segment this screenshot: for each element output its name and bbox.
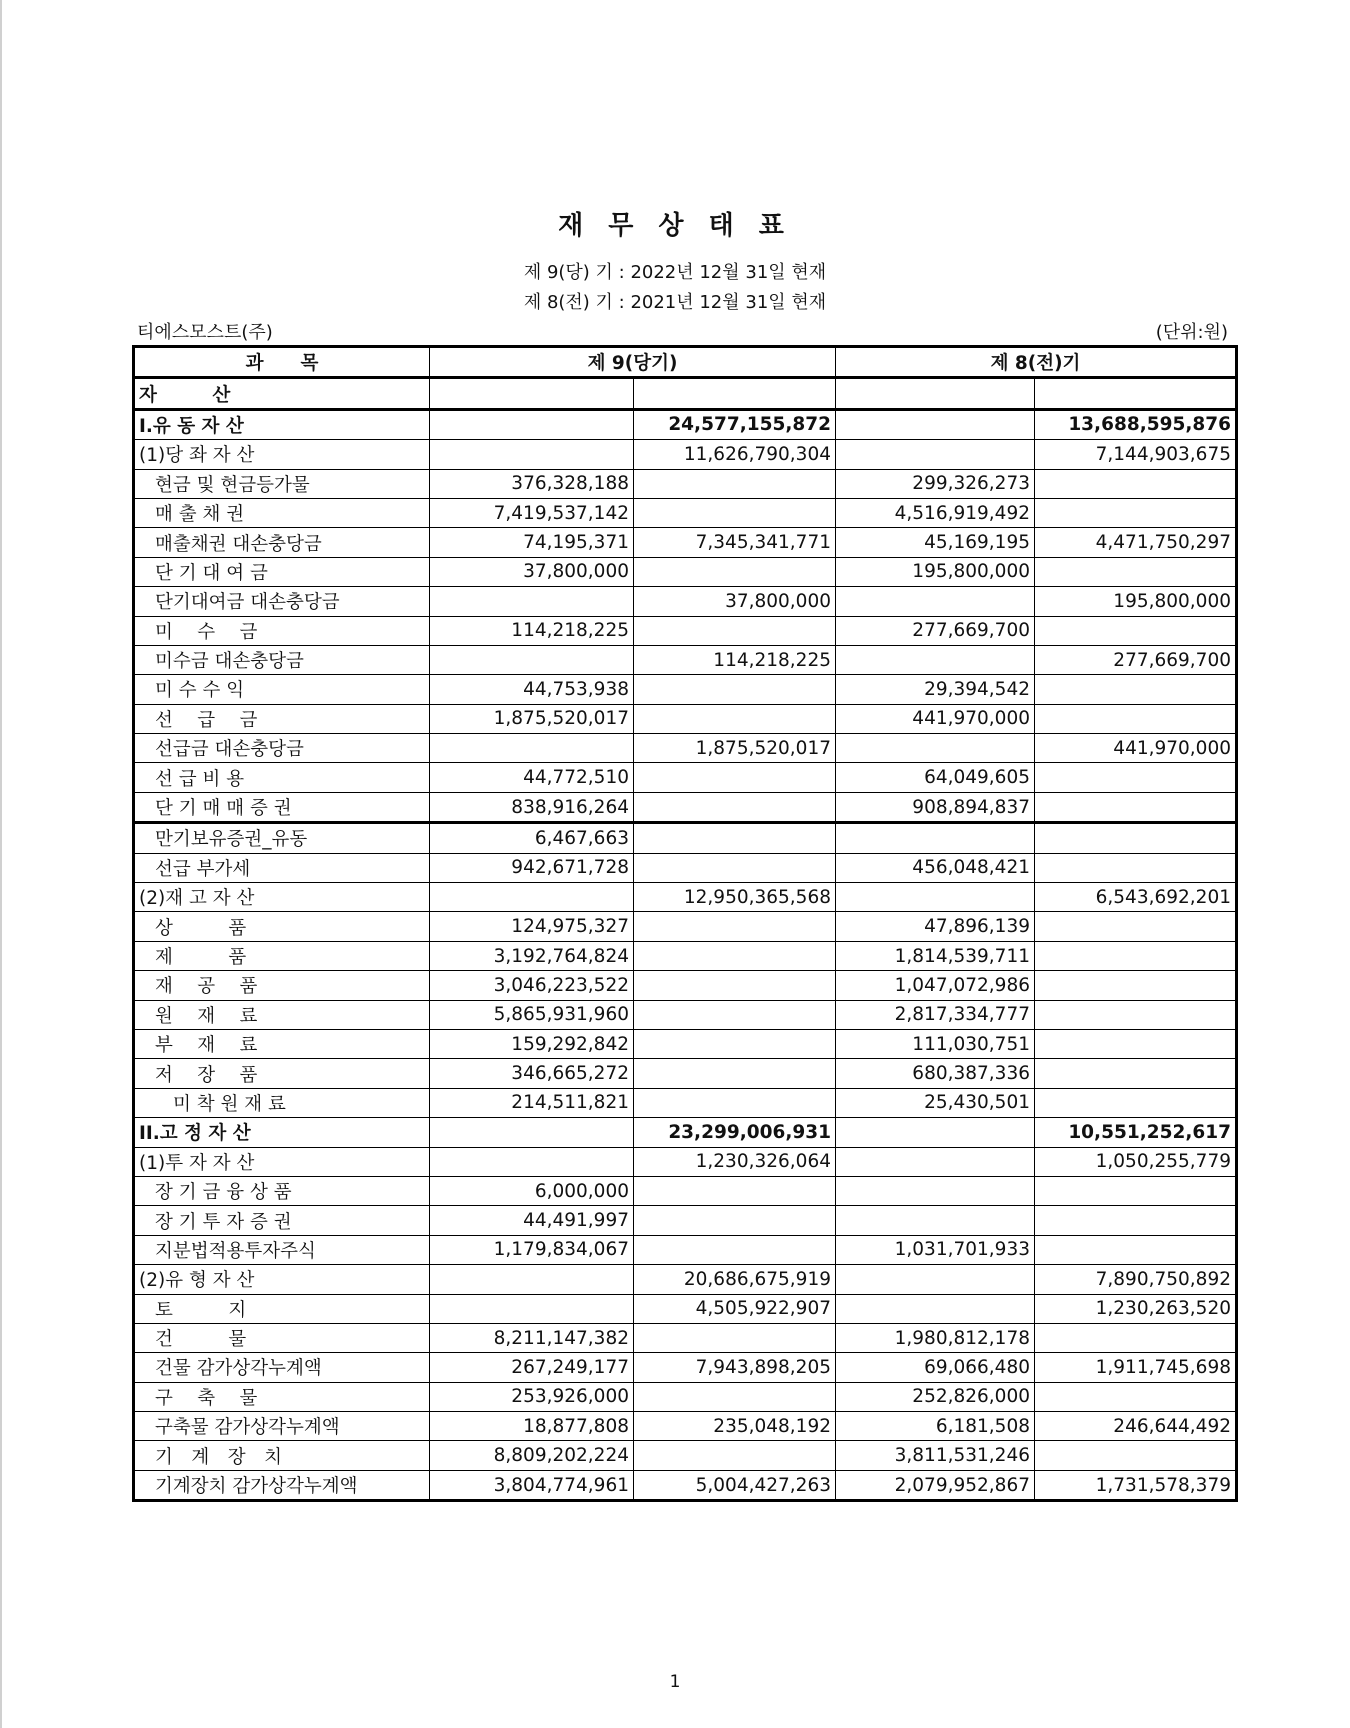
current-subtotal-cell (634, 557, 836, 586)
current-subtotal-cell: 7,943,898,205 (634, 1353, 836, 1382)
header-prior: 제 8(전)기 (836, 347, 1237, 378)
table-row (134, 1470, 1237, 1500)
prior-subtotal-cell: 1,230,263,520 (1035, 1294, 1237, 1323)
current-detail-cell: 8,809,202,224 (430, 1441, 634, 1470)
current-subtotal-cell (634, 853, 836, 882)
table-row (134, 528, 1237, 557)
prior-detail-cell: 299,326,273 (836, 469, 1035, 498)
prior-detail-cell: 1,980,812,178 (836, 1323, 1035, 1352)
prior-detail-cell: 1,814,539,711 (836, 941, 1035, 970)
prior-detail-cell: 64,049,605 (836, 763, 1035, 792)
table-row (134, 1206, 1237, 1235)
current-period: 제 9(당) 기 : 2022년 12월 31일 현재 (523, 262, 827, 283)
account-label: 제 품 (134, 941, 430, 970)
current-detail-cell: 18,877,808 (430, 1412, 634, 1441)
header-current: 제 9(당기) (430, 347, 836, 378)
account-label: 건 물 (134, 1323, 430, 1352)
current-subtotal-cell (634, 1323, 836, 1352)
prior-detail-cell (836, 734, 1035, 763)
account-label: (2)유 형 자 산 (134, 1265, 430, 1294)
prior-detail-cell: 1,047,072,986 (836, 971, 1035, 1000)
account-label: 상 품 (134, 912, 430, 941)
prior-detail-cell (836, 1206, 1035, 1235)
current-detail-cell: 346,665,272 (430, 1059, 634, 1088)
table-row (134, 1029, 1237, 1058)
prior-detail-cell (836, 409, 1035, 439)
account-label: 선 급 비 용 (134, 763, 430, 792)
table-row (134, 409, 1237, 439)
current-detail-cell (430, 883, 634, 912)
prior-subtotal-cell: 1,731,578,379 (1035, 1470, 1237, 1500)
prior-subtotal-cell (1035, 823, 1237, 853)
account-label: (1)당 좌 자 산 (134, 440, 430, 469)
prior-detail-cell (836, 1147, 1035, 1176)
table-row (134, 1412, 1237, 1441)
current-detail-cell: 44,753,938 (430, 675, 634, 704)
account-label: 단기대여금 대손충당금 (134, 587, 430, 616)
current-detail-cell: 159,292,842 (430, 1029, 634, 1058)
current-subtotal-cell (634, 1235, 836, 1264)
current-subtotal-cell (634, 1029, 836, 1058)
prior-detail-cell (836, 440, 1035, 469)
prior-detail-cell: 195,800,000 (836, 557, 1035, 586)
current-subtotal-cell: 11,626,790,304 (634, 440, 836, 469)
table-row (134, 1265, 1237, 1294)
table-row (134, 971, 1237, 1000)
prior-detail-cell (836, 1265, 1035, 1294)
table-row (134, 378, 1237, 409)
current-subtotal-cell: 7,345,341,771 (634, 528, 836, 557)
table-row (134, 734, 1237, 763)
current-subtotal-cell (634, 1088, 836, 1117)
prior-detail-cell: 25,430,501 (836, 1088, 1035, 1117)
current-subtotal-cell (634, 1000, 836, 1029)
prior-subtotal-cell (1035, 498, 1237, 527)
prior-detail-cell: 4,516,919,492 (836, 498, 1035, 527)
current-subtotal-cell: 23,299,006,931 (634, 1118, 836, 1147)
current-subtotal-cell: 20,686,675,919 (634, 1265, 836, 1294)
prior-detail-cell (836, 1176, 1035, 1205)
prior-subtotal-cell (1035, 763, 1237, 792)
account-label: 현금 및 현금등가물 (134, 469, 430, 498)
current-subtotal-cell (634, 823, 836, 853)
current-detail-cell (430, 1294, 634, 1323)
prior-detail-cell: 277,669,700 (836, 616, 1035, 645)
prior-detail-cell: 69,066,480 (836, 1353, 1035, 1382)
account-label: 만기보유증권_유동 (134, 823, 430, 853)
table-row (134, 704, 1237, 733)
header-account: 과 목 (134, 347, 430, 378)
table-row (134, 1118, 1237, 1147)
current-subtotal-cell: 12,950,365,568 (634, 883, 836, 912)
current-detail-cell: 124,975,327 (430, 912, 634, 941)
table-row (134, 469, 1237, 498)
prior-subtotal-cell: 1,050,255,779 (1035, 1147, 1237, 1176)
prior-detail-cell (836, 823, 1035, 853)
prior-detail-cell (836, 1118, 1035, 1147)
current-subtotal-cell (634, 912, 836, 941)
current-subtotal-cell (634, 1441, 836, 1470)
prior-subtotal-cell: 10,551,252,617 (1035, 1118, 1237, 1147)
prior-subtotal-cell: 6,543,692,201 (1035, 883, 1237, 912)
current-detail-cell: 267,249,177 (430, 1353, 634, 1382)
prior-subtotal-cell (1035, 378, 1237, 409)
account-label: 지분법적용투자주식 (134, 1235, 430, 1264)
current-subtotal-cell (634, 1382, 836, 1411)
account-label: 장 기 투 자 증 권 (134, 1206, 430, 1235)
current-detail-cell (430, 1118, 634, 1147)
current-detail-cell: 3,192,764,824 (430, 941, 634, 970)
prior-detail-cell (836, 883, 1035, 912)
current-subtotal-cell (634, 1176, 836, 1205)
current-detail-cell (430, 734, 634, 763)
prior-subtotal-cell (1035, 853, 1237, 882)
prior-subtotal-cell (1035, 941, 1237, 970)
account-label: 기계장치 감가상각누계액 (134, 1470, 430, 1500)
account-label: 재 공 품 (134, 971, 430, 1000)
table-row (134, 853, 1237, 882)
prior-detail-cell: 6,181,508 (836, 1412, 1035, 1441)
table-row (134, 1059, 1237, 1088)
prior-detail-cell: 908,894,837 (836, 792, 1035, 822)
current-subtotal-cell (634, 941, 836, 970)
prior-detail-cell: 111,030,751 (836, 1029, 1035, 1058)
table-row (134, 645, 1237, 674)
current-subtotal-cell: 4,505,922,907 (634, 1294, 836, 1323)
prior-subtotal-cell (1035, 792, 1237, 822)
current-subtotal-cell: 114,218,225 (634, 645, 836, 674)
current-detail-cell: 1,875,520,017 (430, 704, 634, 733)
prior-subtotal-cell: 7,890,750,892 (1035, 1265, 1237, 1294)
prior-subtotal-cell (1035, 912, 1237, 941)
company-name: 티에스모스트(주) (137, 322, 273, 343)
account-label: 구축물 감가상각누계액 (134, 1412, 430, 1441)
balance-sheet-table (132, 345, 1238, 1502)
prior-subtotal-cell (1035, 616, 1237, 645)
current-detail-cell: 74,195,371 (430, 528, 634, 557)
current-subtotal-cell (634, 704, 836, 733)
current-subtotal-cell: 235,048,192 (634, 1412, 836, 1441)
current-subtotal-cell (634, 971, 836, 1000)
account-label: 선 급 금 (134, 704, 430, 733)
table-row (134, 1382, 1237, 1411)
prior-subtotal-cell: 7,144,903,675 (1035, 440, 1237, 469)
prior-detail-cell (836, 1294, 1035, 1323)
prior-subtotal-cell: 4,471,750,297 (1035, 528, 1237, 557)
current-subtotal-cell: 37,800,000 (634, 587, 836, 616)
table-row (134, 941, 1237, 970)
table-header (134, 347, 1237, 378)
current-detail-cell: 44,772,510 (430, 763, 634, 792)
table-row (134, 1088, 1237, 1117)
current-detail-cell: 253,926,000 (430, 1382, 634, 1411)
account-label: 미수금 대손충당금 (134, 645, 430, 674)
prior-subtotal-cell: 13,688,595,876 (1035, 409, 1237, 439)
prior-subtotal-cell (1035, 1323, 1237, 1352)
prior-detail-cell: 1,031,701,933 (836, 1235, 1035, 1264)
current-detail-cell (430, 378, 634, 409)
table-row (134, 1000, 1237, 1029)
current-subtotal-cell (634, 469, 836, 498)
prior-subtotal-cell (1035, 704, 1237, 733)
prior-subtotal-cell (1035, 1000, 1237, 1029)
current-subtotal-cell: 5,004,427,263 (634, 1470, 836, 1500)
current-subtotal-cell (634, 616, 836, 645)
current-detail-cell (430, 440, 634, 469)
prior-subtotal-cell (1035, 1206, 1237, 1235)
current-detail-cell: 8,211,147,382 (430, 1323, 634, 1352)
table-row (134, 616, 1237, 645)
current-detail-cell (430, 1147, 634, 1176)
current-detail-cell: 6,000,000 (430, 1176, 634, 1205)
account-label: 매 출 채 권 (134, 498, 430, 527)
prior-detail-cell (836, 645, 1035, 674)
prior-detail-cell: 252,826,000 (836, 1382, 1035, 1411)
table-row (134, 1147, 1237, 1176)
prior-subtotal-cell (1035, 971, 1237, 1000)
current-detail-cell: 37,800,000 (430, 557, 634, 586)
prior-subtotal-cell: 441,970,000 (1035, 734, 1237, 763)
prior-subtotal-cell: 277,669,700 (1035, 645, 1237, 674)
current-detail-cell (430, 587, 634, 616)
table-row (134, 675, 1237, 704)
current-detail-cell (430, 409, 634, 439)
document-title: 재 무 상 태 표 (558, 211, 792, 241)
prior-subtotal-cell (1035, 1382, 1237, 1411)
prior-subtotal-cell (1035, 1235, 1237, 1264)
prior-detail-cell: 29,394,542 (836, 675, 1035, 704)
table-row (134, 1235, 1237, 1264)
current-detail-cell: 376,328,188 (430, 469, 634, 498)
table-row (134, 823, 1237, 853)
prior-period: 제 8(전) 기 : 2021년 12월 31일 현재 (523, 292, 827, 313)
prior-subtotal-cell: 195,800,000 (1035, 587, 1237, 616)
current-detail-cell: 3,046,223,522 (430, 971, 634, 1000)
account-label: (2)재 고 자 산 (134, 883, 430, 912)
current-detail-cell: 214,511,821 (430, 1088, 634, 1117)
current-detail-cell (430, 1265, 634, 1294)
prior-subtotal-cell (1035, 675, 1237, 704)
current-subtotal-cell (634, 498, 836, 527)
prior-subtotal-cell: 246,644,492 (1035, 1412, 1237, 1441)
prior-subtotal-cell (1035, 557, 1237, 586)
account-label: 건물 감가상각누계액 (134, 1353, 430, 1382)
account-label: I.유 동 자 산 (134, 409, 430, 439)
current-subtotal-cell (634, 1206, 836, 1235)
table-row (134, 883, 1237, 912)
prior-detail-cell (836, 587, 1035, 616)
account-label: 단 기 대 여 금 (134, 557, 430, 586)
table-row (134, 587, 1237, 616)
account-label: 저 장 품 (134, 1059, 430, 1088)
table-row (134, 763, 1237, 792)
table-row (134, 1441, 1237, 1470)
prior-subtotal-cell (1035, 1441, 1237, 1470)
prior-detail-cell: 2,079,952,867 (836, 1470, 1035, 1500)
current-detail-cell: 838,916,264 (430, 792, 634, 822)
current-subtotal-cell (634, 378, 836, 409)
prior-detail-cell: 47,896,139 (836, 912, 1035, 941)
prior-detail-cell: 441,970,000 (836, 704, 1035, 733)
unit-label: (단위:원) (1155, 322, 1228, 343)
current-detail-cell: 114,218,225 (430, 616, 634, 645)
current-detail-cell: 5,865,931,960 (430, 1000, 634, 1029)
account-label: 단 기 매 매 증 권 (134, 792, 430, 822)
prior-subtotal-cell (1035, 469, 1237, 498)
current-subtotal-cell (634, 675, 836, 704)
prior-detail-cell (836, 378, 1035, 409)
table-row (134, 1353, 1237, 1382)
table-row (134, 440, 1237, 469)
prior-detail-cell: 2,817,334,777 (836, 1000, 1035, 1029)
current-detail-cell: 6,467,663 (430, 823, 634, 853)
table-row (134, 1176, 1237, 1205)
account-label: 매출채권 대손충당금 (134, 528, 430, 557)
account-label: 토 지 (134, 1294, 430, 1323)
account-label: II.고 정 자 산 (134, 1118, 430, 1147)
account-label: 선급 부가세 (134, 853, 430, 882)
current-detail-cell: 44,491,997 (430, 1206, 634, 1235)
current-subtotal-cell (634, 1059, 836, 1088)
prior-subtotal-cell (1035, 1029, 1237, 1058)
prior-detail-cell: 456,048,421 (836, 853, 1035, 882)
current-subtotal-cell (634, 763, 836, 792)
page-number: 1 (669, 1672, 681, 1692)
account-label: 미 착 원 재 료 (134, 1088, 430, 1117)
prior-subtotal-cell (1035, 1176, 1237, 1205)
current-detail-cell: 1,179,834,067 (430, 1235, 634, 1264)
current-subtotal-cell (634, 792, 836, 822)
prior-subtotal-cell: 1,911,745,698 (1035, 1353, 1237, 1382)
current-subtotal-cell: 1,875,520,017 (634, 734, 836, 763)
account-label: 자 산 (134, 378, 430, 409)
current-detail-cell: 7,419,537,142 (430, 498, 634, 527)
table-row (134, 912, 1237, 941)
account-label: 부 재 료 (134, 1029, 430, 1058)
prior-subtotal-cell (1035, 1088, 1237, 1117)
account-label: 장 기 금 융 상 품 (134, 1176, 430, 1205)
current-subtotal-cell: 24,577,155,872 (634, 409, 836, 439)
table-row (134, 557, 1237, 586)
prior-detail-cell: 45,169,195 (836, 528, 1035, 557)
table-row (134, 498, 1237, 527)
account-label: 선급금 대손충당금 (134, 734, 430, 763)
current-detail-cell: 3,804,774,961 (430, 1470, 634, 1500)
account-label: 미 수 금 (134, 616, 430, 645)
account-label: 미 수 수 익 (134, 675, 430, 704)
table-row (134, 1323, 1237, 1352)
current-detail-cell (430, 645, 634, 674)
prior-detail-cell: 3,811,531,246 (836, 1441, 1035, 1470)
prior-detail-cell: 680,387,336 (836, 1059, 1035, 1088)
account-label: 원 재 료 (134, 1000, 430, 1029)
account-label: 구 축 물 (134, 1382, 430, 1411)
account-label: (1)투 자 자 산 (134, 1147, 430, 1176)
table-row (134, 1294, 1237, 1323)
account-label: 기 계 장 치 (134, 1441, 430, 1470)
prior-subtotal-cell (1035, 1059, 1237, 1088)
current-detail-cell: 942,671,728 (430, 853, 634, 882)
table-row (134, 792, 1237, 822)
current-subtotal-cell: 1,230,326,064 (634, 1147, 836, 1176)
